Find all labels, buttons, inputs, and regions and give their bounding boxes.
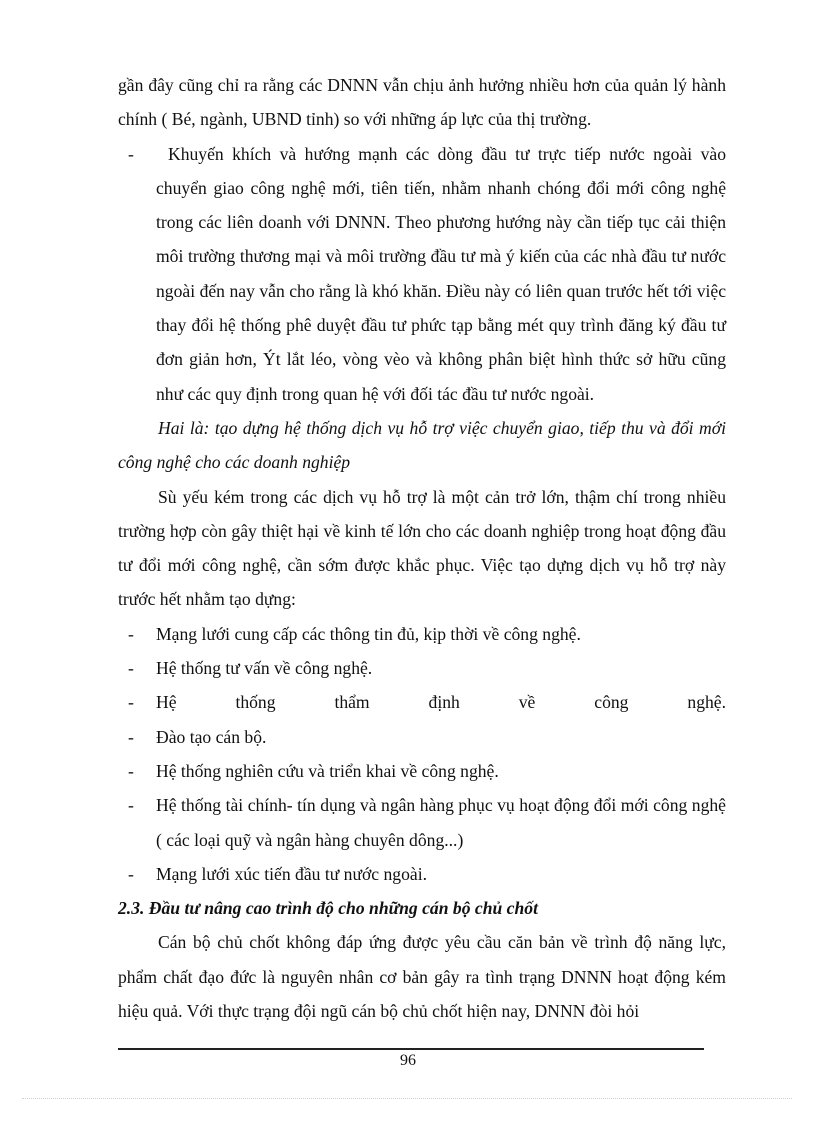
paragraph-key-staff: Cán bộ chủ chốt không đáp ứng được yêu cầu căn bản về trình độ năng lực, phẩm chất đạo đức là nguyên nhân cơ bản gây ra tình trạng DNNN hoạt động kém hiệu quả. Với thực trạng đội ngũ cán bộ chủ chốt hiện nay, DNNN đòi hỏi [118,932,726,1022]
bullet-text: Hệ thống nghiên cứu và triển khai về công nghệ. [156,760,499,781]
list-item [118,617,726,651]
page-number: 96 [400,1052,416,1069]
bullet-dash: - [128,863,134,884]
list-item [118,857,726,891]
bullet-dash: - [128,623,134,644]
footer-rule [118,1048,704,1050]
bullet-text: Hệ thống tư vấn về công nghệ. [156,658,373,679]
bullet-text: Mạng lưới cung cấp các thông tin đủ, kịp thời về công nghệ. [156,623,581,644]
bullet-text: Đào tạo cán bộ. [156,726,267,747]
bullet-dash: - [128,658,134,679]
bullet-dash: - [128,760,134,781]
bullet-dash: - [128,726,134,747]
list-item [118,754,726,788]
bullet-dash: - [128,143,134,164]
list-item [118,685,726,719]
page-content [118,68,726,1028]
bullet-fdi [118,137,726,411]
paragraph-support-services: Sù yếu kém trong các dịch vụ hỗ trợ là một cản trở lớn, thậm chí trong nhiều trường hợp còn gây thiệt hại về kinh tế lớn cho các doanh nghiệp trong hoạt động đầu tư đổi mới công nghệ, cần sớm được khắc phục. Việc tạo dựng dịch vụ hỗ trợ này trước hết nhằm tạo dựng: [118,486,726,610]
bullet-text: Hệ thống tài chính- tín dụng và ngân hàng phục vụ hoạt động đổi mới công nghệ ( các loại quỹ và ngân hàng chuyên dông...) [156,795,726,850]
bullet-dash: - [128,692,134,713]
paragraph-continuation: gần đây cũng chỉ ra rằng các DNNN vẫn chịu ảnh hưởng nhiều hơn của quản lý hành chính ( Bé, ngành, UBND tỉnh) so với những áp lực của thị trường. [118,75,726,130]
bullet-fdi-text: Khuyến khích và hướng mạnh các dòng đầu tư trực tiếp nước ngoài vào chuyển giao công nghệ mới, tiên tiến, nhằm nhanh chóng đổi mới công nghệ trong các liên doanh với DNNN. Theo phương hướng này cần tiếp tục cải thiện môi trường thương mại và môi trường đầu tư mà ý kiến của các nhà đầu tư nước ngoài đến nay vẫn cho rằng là khó khăn. Điều này có liên quan trước hết tới việc thay đổi hệ thống phê duyệt đầu tư phức tạp bằng mét quy trình đăng ký đầu tư đơn giản hơn, Ýt lắt léo, vòng vèo và không phân biệt hình thức sở hữu cũng như các quy định trong quan hệ với đối tác đầu tư nước ngoài. [156,143,726,404]
list-item [118,720,726,754]
italic-heading-two: Hai là: tạo dựng hệ thống dịch vụ hỗ trợ việc chuyển giao, tiếp thu và đổi mới công nghệ cho các doanh nghiệp [118,417,726,473]
list-item [118,788,726,857]
list-item [118,651,726,685]
bullet-dash: - [128,795,134,816]
section-heading-2-3: 2.3. Đầu tư nâng cao trình độ cho những cán bộ chủ chốt [118,898,538,919]
bullet-text: Mạng lưới xúc tiến đầu tư nước ngoài. [156,863,427,884]
bullet-text: Hệ thống thẩm định về công nghệ. [156,692,726,713]
